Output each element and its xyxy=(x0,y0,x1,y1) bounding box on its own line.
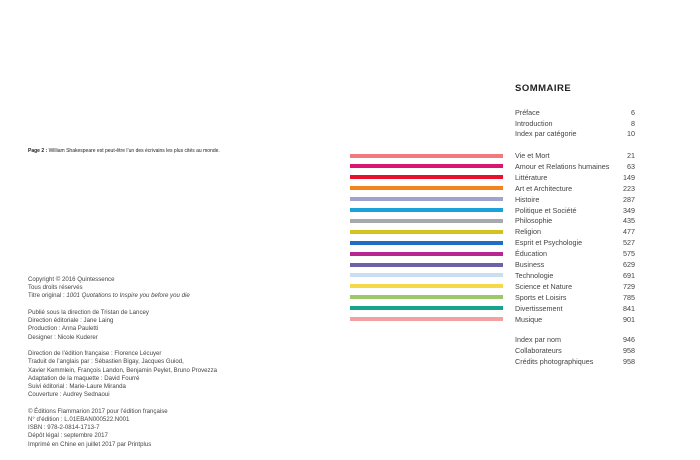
toc-entry-label: Introduction xyxy=(515,118,553,128)
printed-line: Imprimé en Chine en juillet 2017 par Printplus xyxy=(28,440,152,448)
toc-entry-page: 287 xyxy=(623,194,635,204)
toc-entry-page: 841 xyxy=(623,303,635,313)
copyright-line: Copyright © 2016 Quintessence xyxy=(28,276,115,283)
caption-text: William Shakespeare est peut-être l’un des écrivains les plus cités au monde. xyxy=(48,148,220,154)
cover-line: Couverture : Audrey Sednaoui xyxy=(28,391,110,399)
toc-category-entry[interactable] xyxy=(515,206,635,216)
toc-category-entry[interactable] xyxy=(515,260,635,270)
toc-entry-page: 349 xyxy=(623,205,635,215)
category-color-bar xyxy=(350,219,503,223)
colophon xyxy=(28,276,328,449)
toc-entry-page: 477 xyxy=(623,227,635,237)
legal-deposit-line: Dépôt légal : septembre 2017 xyxy=(28,432,108,440)
toc-entry-label: Sports et Loisirs xyxy=(515,292,567,302)
toc-category-entry[interactable] xyxy=(515,195,635,205)
toc-category-entry[interactable] xyxy=(515,216,635,226)
designer-line: Designer : Nicole Kuderer xyxy=(28,333,98,341)
category-color-bar xyxy=(350,317,503,321)
edition-number-line: N° d’édition : L.01EBAN000522.N001 xyxy=(28,416,130,424)
toc-category-entry[interactable] xyxy=(515,293,635,303)
toc-entry-label: Collaborateurs xyxy=(515,345,562,355)
toc-entry-page: 8 xyxy=(631,118,635,128)
toc-entry-page: 63 xyxy=(627,161,635,171)
category-color-bar xyxy=(350,241,503,245)
toc-entry-label: Musique xyxy=(515,314,543,324)
original-title-label: Titre original : xyxy=(28,292,67,300)
editorial-direction-line: Direction éditoriale : Jane Laing xyxy=(28,317,114,325)
toc-entry-label: Business xyxy=(515,260,545,269)
category-color-bar xyxy=(350,273,503,277)
toc-entry-label: Esprit et Psychologie xyxy=(515,238,583,248)
toc-entry-page: 527 xyxy=(623,238,635,248)
toc-front-entry[interactable] xyxy=(515,119,635,129)
toc-entry-label: Vie et Mort xyxy=(515,151,550,160)
editions-line: © Éditions Flammarion 2017 pour l’édition française xyxy=(28,407,168,415)
toc-entry-page: 691 xyxy=(623,270,635,280)
toc-entry-label: Amour et Relations humaines xyxy=(515,161,610,171)
toc-category-entry[interactable] xyxy=(515,184,635,194)
original-title-line xyxy=(28,292,328,300)
category-color-bar xyxy=(350,175,503,179)
category-color-bar xyxy=(350,154,503,158)
toc-entry-page: 21 xyxy=(627,151,635,160)
category-color-bar xyxy=(350,263,503,267)
toc-entry-page: 223 xyxy=(623,183,635,193)
toc-entry-page: 149 xyxy=(623,172,635,182)
toc-entry-label: Technologie xyxy=(515,270,554,280)
toc-back-entry[interactable] xyxy=(515,335,635,345)
toc-category-entry[interactable] xyxy=(515,151,635,161)
toc-category-entry[interactable] xyxy=(515,173,635,183)
toc-entry-page: 729 xyxy=(623,281,635,291)
toc-category-entry[interactable] xyxy=(515,282,635,292)
toc-back-entry[interactable] xyxy=(515,357,635,367)
toc-entry-page: 958 xyxy=(623,345,635,355)
toc-entry-page: 946 xyxy=(623,335,635,344)
french-direction-line: Direction de l’édition française : Florence Lécuyer xyxy=(28,350,162,358)
toc-category-entry[interactable] xyxy=(515,304,635,314)
translated-by-line: Traduit de l’anglais par : Sébastien Bigay, Jacques Guiod, xyxy=(28,358,184,366)
production-line: Production : Anna Pauletti xyxy=(28,325,99,333)
toc-category-entry[interactable] xyxy=(515,271,635,281)
toc-entry-label: Art et Architecture xyxy=(515,183,573,193)
translated-by-line-2: Xavier Kemmlein, François Landon, Benjamin Peylet, Bruno Provezza xyxy=(28,366,217,374)
category-color-bar xyxy=(350,230,503,234)
category-color-bar xyxy=(350,197,503,201)
toc-entry-page: 575 xyxy=(623,249,635,259)
toc-category-entry[interactable] xyxy=(515,315,635,325)
toc-entry-label: Politique et Société xyxy=(515,205,577,215)
toc-category-entry[interactable] xyxy=(515,162,635,172)
category-color-bar xyxy=(350,164,503,168)
editorial-follow-line: Suivi éditorial : Marie-Laure Miranda xyxy=(28,383,126,391)
toc-category-entry[interactable] xyxy=(515,238,635,248)
toc-entry-label: Crédits photographiques xyxy=(515,356,594,366)
toc-entry-label: Éducation xyxy=(515,249,547,259)
photo-caption xyxy=(28,148,220,154)
toc-title: SOMMAIRE xyxy=(515,83,572,94)
category-color-bar xyxy=(350,186,503,190)
toc-entry-page: 10 xyxy=(627,129,635,139)
toc-back-entry[interactable] xyxy=(515,346,635,356)
category-color-bar xyxy=(350,284,503,288)
toc-entry-label: Histoire xyxy=(515,194,540,204)
category-color-bar xyxy=(350,295,503,299)
toc-entry-page: 629 xyxy=(623,260,635,269)
toc-front-entry[interactable] xyxy=(515,108,635,118)
toc-entry-page: 901 xyxy=(623,314,635,324)
toc-entry-page: 785 xyxy=(623,292,635,302)
rights-line: Tous droits réservés xyxy=(28,284,83,292)
toc-entry-label: Préface xyxy=(515,108,540,117)
caption-prefix: Page 2 : xyxy=(28,148,48,154)
toc-entry-page: 6 xyxy=(631,108,635,117)
category-color-bar xyxy=(350,252,503,256)
isbn-line: ISBN : 978-2-0814-1713-7 xyxy=(28,424,100,432)
toc-entry-label: Divertissement xyxy=(515,303,563,313)
original-title: 1001 Quotations to Inspire you before you die xyxy=(66,292,190,300)
category-color-bar xyxy=(350,208,503,212)
toc-entry-label: Littérature xyxy=(515,172,548,182)
toc-category-entry[interactable] xyxy=(515,249,635,259)
published-under-line: Publié sous la direction de Tristan de Lancey xyxy=(28,309,149,316)
toc-entry-page: 958 xyxy=(623,356,635,366)
layout-adaptation-line: Adaptation de la maquette : David Fourré xyxy=(28,374,140,382)
toc-entry-label: Index par catégorie xyxy=(515,129,577,139)
toc-front-entry[interactable] xyxy=(515,129,635,139)
toc-entry-label: Index par nom xyxy=(515,335,561,344)
toc-category-entry[interactable] xyxy=(515,227,635,237)
category-color-bar xyxy=(350,306,503,310)
toc-entry-label: Religion xyxy=(515,227,541,237)
toc-entry-page: 435 xyxy=(623,216,635,226)
toc-entry-label: Philosophie xyxy=(515,216,553,226)
toc-entry-label: Science et Nature xyxy=(515,281,573,291)
